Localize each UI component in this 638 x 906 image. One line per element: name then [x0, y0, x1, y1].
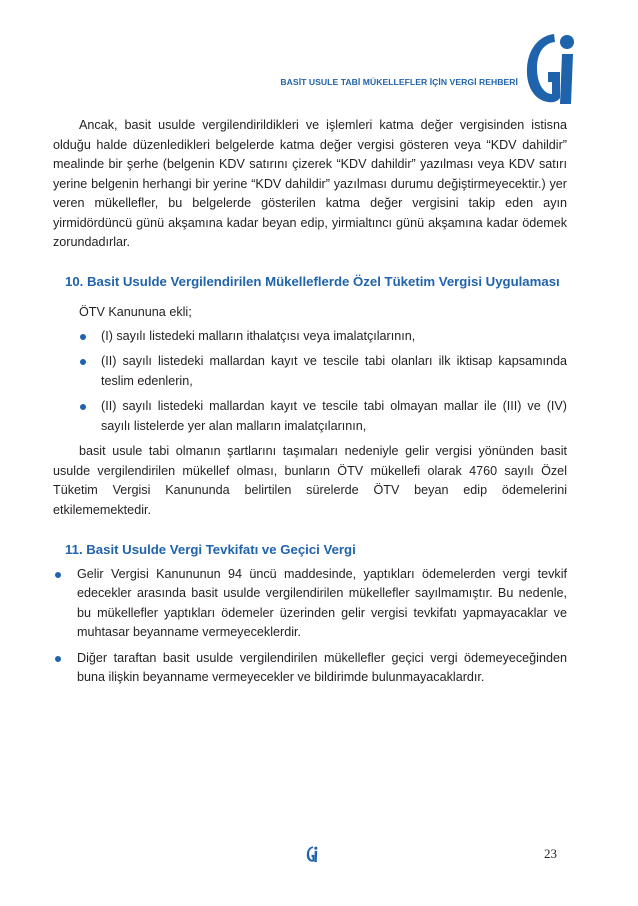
list-item	[53, 649, 567, 688]
list-item-text: (II) sayılı listedeki mallardan kayıt ve tescile tabi olmayan mallar ile (III) ve (IV) sayılı listelerde yer alan malların imalatçılarının,	[101, 399, 567, 433]
bullet-icon	[80, 404, 86, 410]
list-item-text: Diğer taraftan basit usulde vergilendirilen mükellefler geçici vergi ödemeyeceğinden buna ilişkin beyanname vermeyecekler ve bildirimde bulunmayacaklardır.	[77, 650, 567, 684]
paragraph-kdv: Ancak, basit usulde vergilendirildikleri ve işlemleri katma değer vergisinden istisna olduğu halde düzenledikleri belgelerde katma değer vergisi gösteren veya “KDV dahildir” mealinde bir şerhe (belgenin KDV satırını çizerek “KDV dahildir” yazılması veya KDV satırı yerine belgenin herhangi bir yerine “KDV dahildir” yazılması durumu değiştirmeyecektir.) yer veren mükellefler, bu belgelerde gösterilen katma değer vergisini takip eden ayın yirmidördüncü günü akşamına kadar beyan edip, yirmialtıncı günü akşamına kadar ödemek zorundadırlar.	[53, 118, 567, 249]
header-title: BASİT USULE TABİ MÜKELLEFLER İÇİN VERGİ REHBERİ	[280, 77, 518, 87]
list-item-text: (I) sayılı listedeki malların ithalatçısı veya imalatçılarının,	[101, 328, 416, 343]
section-11-list	[53, 565, 567, 688]
page-content	[53, 116, 567, 694]
bullet-icon	[80, 359, 86, 365]
list-item	[53, 565, 567, 643]
bullet-icon	[55, 656, 61, 662]
bullet-icon	[80, 334, 86, 340]
list-item	[53, 327, 567, 347]
section-10-closing: basit usule tabi olmanın şartlarını taşımaları nedeniyle gelir vergisi yönünden basit usulde vergilendirilen mükellef olması, bunların ÖTV mükellefi olarak 4760 sayılı Özel Tüketim Vergisi Kanununda belirtilen sürelerde ÖTV beyan edip ödemelerini etkilememektedir.	[53, 444, 567, 517]
list-item	[53, 352, 567, 391]
list-item-text: (II) sayılı listedeki mallardan kayıt ve tescile tabi olanları ilk iktisap kapsamında teslim edenlerin,	[101, 354, 567, 388]
section-10-intro: ÖTV Kanununa ekli;	[79, 305, 192, 319]
section-10-list	[53, 327, 567, 437]
list-item-text: Gelir Vergisi Kanununun 94 üncü maddesinde, yaptıkları ödemelerden vergi tevkif edecekler arasında basit usulde vergilendirilen mükellefler sayılmamıştır. Bu nedenle, bu mükellefler yaptıkları ödemeler üzerinden gelir vergisi tevkifatı yapmayacaklar ve muhtasar beyanname vermeyeceklerdir.	[77, 566, 567, 639]
page-number: 23	[544, 846, 557, 861]
bullet-icon	[55, 572, 61, 578]
gi-small-logo-icon	[305, 845, 319, 863]
section-11-heading: 11. Basit Usulde Vergi Tevkifatı ve Geçici Vergi	[65, 542, 356, 557]
gi-logo-icon	[524, 28, 576, 108]
section-10-heading: 10. Basit Usulde Vergilendirilen Mükelleflerde Özel Tüketim Vergisi Uygulaması	[65, 273, 560, 289]
list-item	[53, 397, 567, 436]
